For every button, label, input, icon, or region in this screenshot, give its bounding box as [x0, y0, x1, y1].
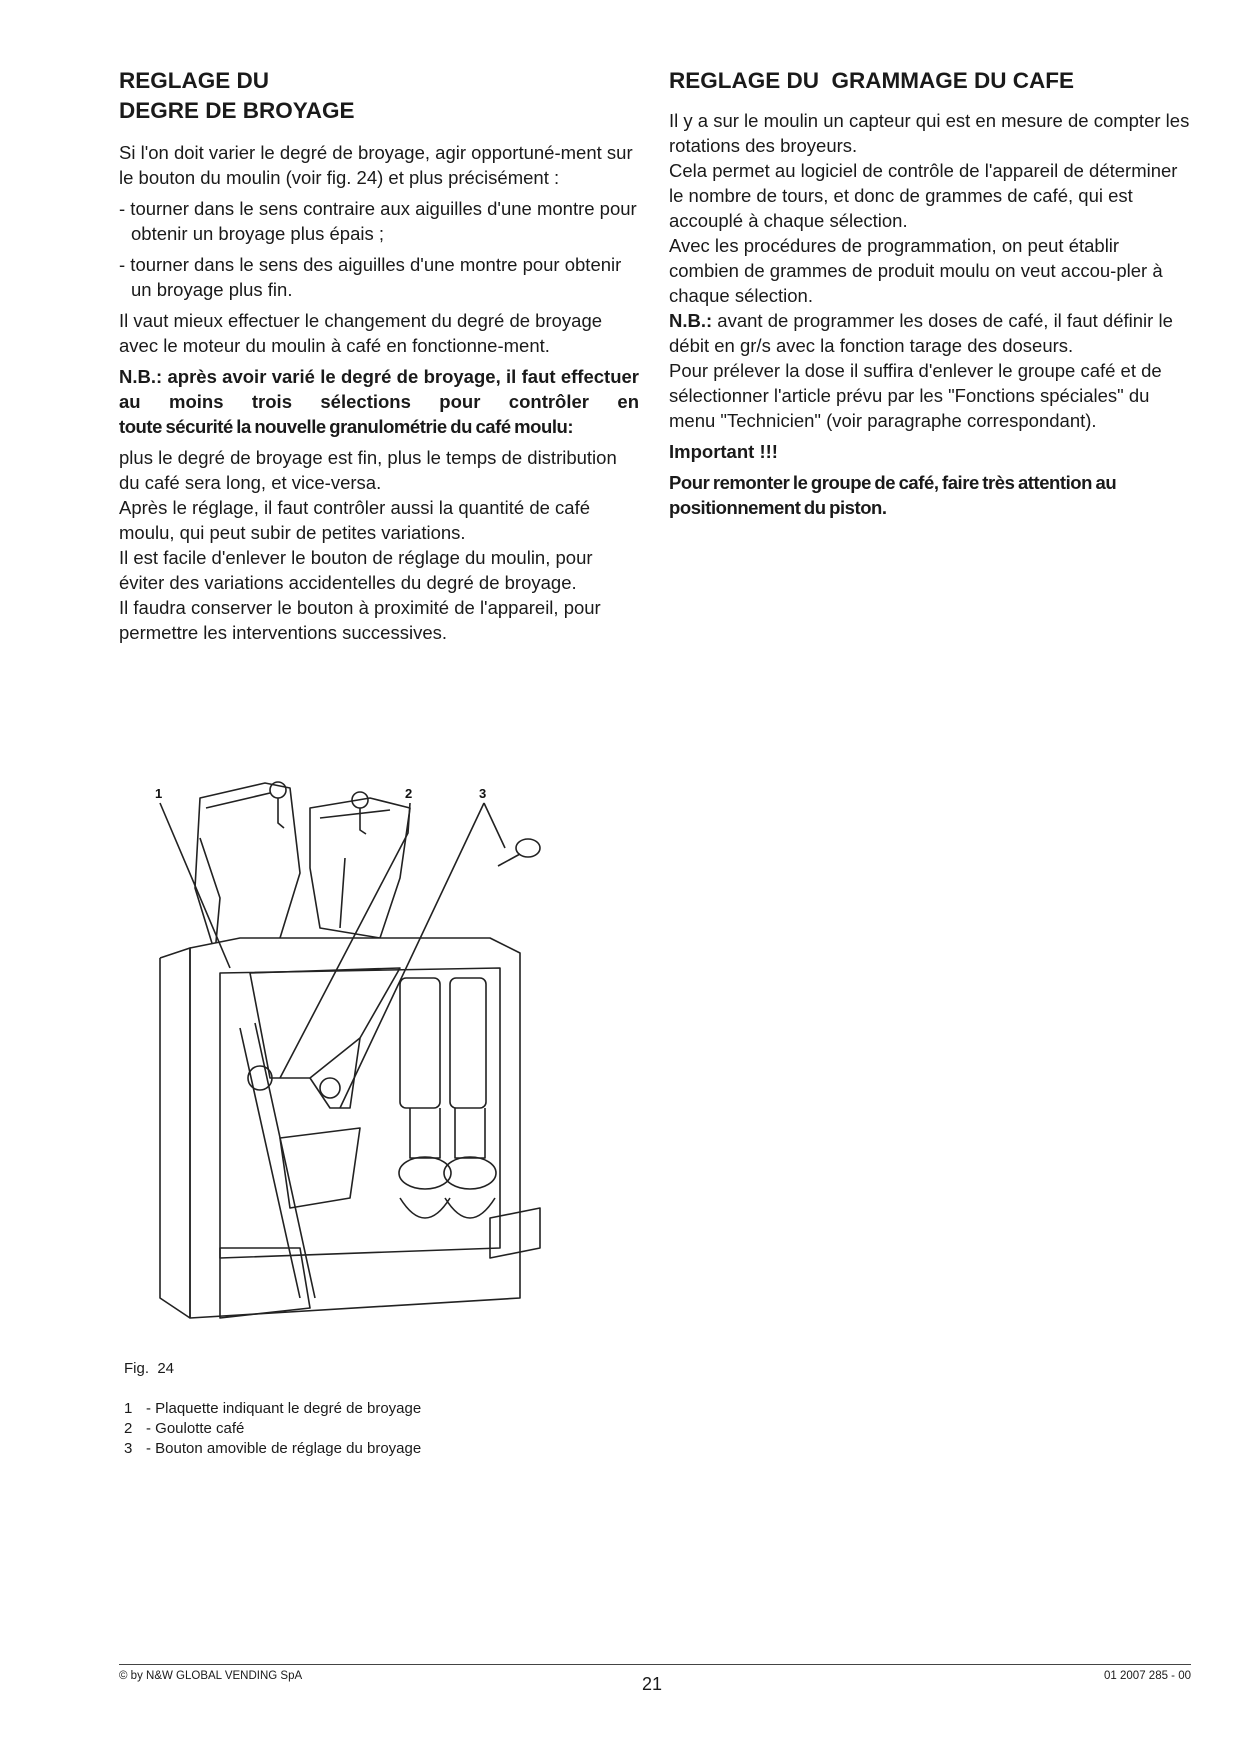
callout-2: 2 — [405, 786, 413, 801]
paragraph: Avec les procédures de programmation, on peut établir combien de grammes de produit moulu on veut accou-pler à chaque sélection. — [669, 235, 1163, 306]
adjustment-knob — [498, 839, 540, 866]
section-title-broyage: REGLAGE DU DEGRE DE BROYAGE — [119, 68, 355, 123]
nb-note: N.B.: après avoir varié le degré de broyage, il faut effectuer au moins trois sélections pour contrôler en toute sécurité la nouvelle granulométrie du café moulu: — [119, 366, 639, 437]
paragraph: Il est facile d'enlever le bouton de réglage du moulin, pour éviter des variations accidentelles du degré de broyage. — [119, 547, 593, 593]
figure-legend — [124, 1399, 421, 1459]
left-column — [119, 66, 639, 645]
legend-item: 3 - Bouton amovible de réglage du broyage — [124, 1440, 422, 1457]
callout-1: 1 — [155, 786, 163, 801]
important-label: Important !!! — [669, 441, 778, 462]
paragraph: plus le degré de broyage est fin, plus le temps de distribution du café sera long, et vice-versa. — [119, 447, 617, 493]
nb-note: N.B.: avant de programmer les doses de café, il faut définir le débit en gr/s avec la fonction tarage des doseurs. — [669, 310, 1173, 356]
list-item: - tourner dans le sens contraire aux aiguilles d'une montre pour obtenir un broyage plus épais ; — [119, 198, 637, 244]
grinder-illustration — [155, 778, 600, 1324]
paragraph: Si l'on doit varier le degré de broyage, agir opportuné-ment sur le bouton du moulin (voir fig. 24) et plus précisément : — [119, 142, 633, 188]
section-title-grammage: REGLAGE DU GRAMMAGE DU CAFE — [669, 68, 1074, 93]
paragraph: Pour prélever la dose il suffira d'enlever le groupe café et de sélectionner l'article prévu par les "Fonctions spéciales" du menu "Technicien" (voir paragraphe correspondant). — [669, 360, 1162, 431]
paragraph: Cela permet au logiciel de contrôle de l'appareil de déterminer le nombre de tours, et donc de grammes de café, qui est accouplé à chaque sélection. — [669, 160, 1178, 231]
paragraph: Après le réglage, il faut contrôler aussi la quantité de café moulu, qui peut subir de petites variations. — [119, 497, 591, 543]
legend-item: 1 - Plaquette indiquant le degré de broyage — [124, 1400, 422, 1417]
legend-item: 2 - Goulotte café — [124, 1420, 245, 1437]
warning-text: Pour remonter le groupe de café, faire très attention au positionnement du piston. — [669, 472, 1117, 518]
right-column — [669, 66, 1194, 520]
page-number: 21 — [641, 1674, 663, 1694]
footer-divider — [119, 1664, 1191, 1665]
paragraph: Il y a sur le moulin un capteur qui est en mesure de compter les rotations des broyeurs. — [669, 110, 1190, 156]
paragraph: Il vaut mieux effectuer le changement du degré de broyage avec le moteur du moulin à café en fonctionne-ment. — [119, 310, 603, 356]
callout-3: 3 — [479, 786, 487, 801]
document-reference: 01 2007 285 - 00 — [1104, 1670, 1191, 1682]
paragraph: Il faudra conserver le bouton à proximité de l'appareil, pour permettre les interventions successives. — [119, 597, 601, 643]
copyright: © by N&W GLOBAL VENDING SpA — [119, 1670, 303, 1682]
list-item: - tourner dans le sens des aiguilles d'une montre pour obtenir un broyage plus fin. — [119, 254, 622, 300]
figure-caption: Fig. 24 — [124, 1360, 175, 1377]
